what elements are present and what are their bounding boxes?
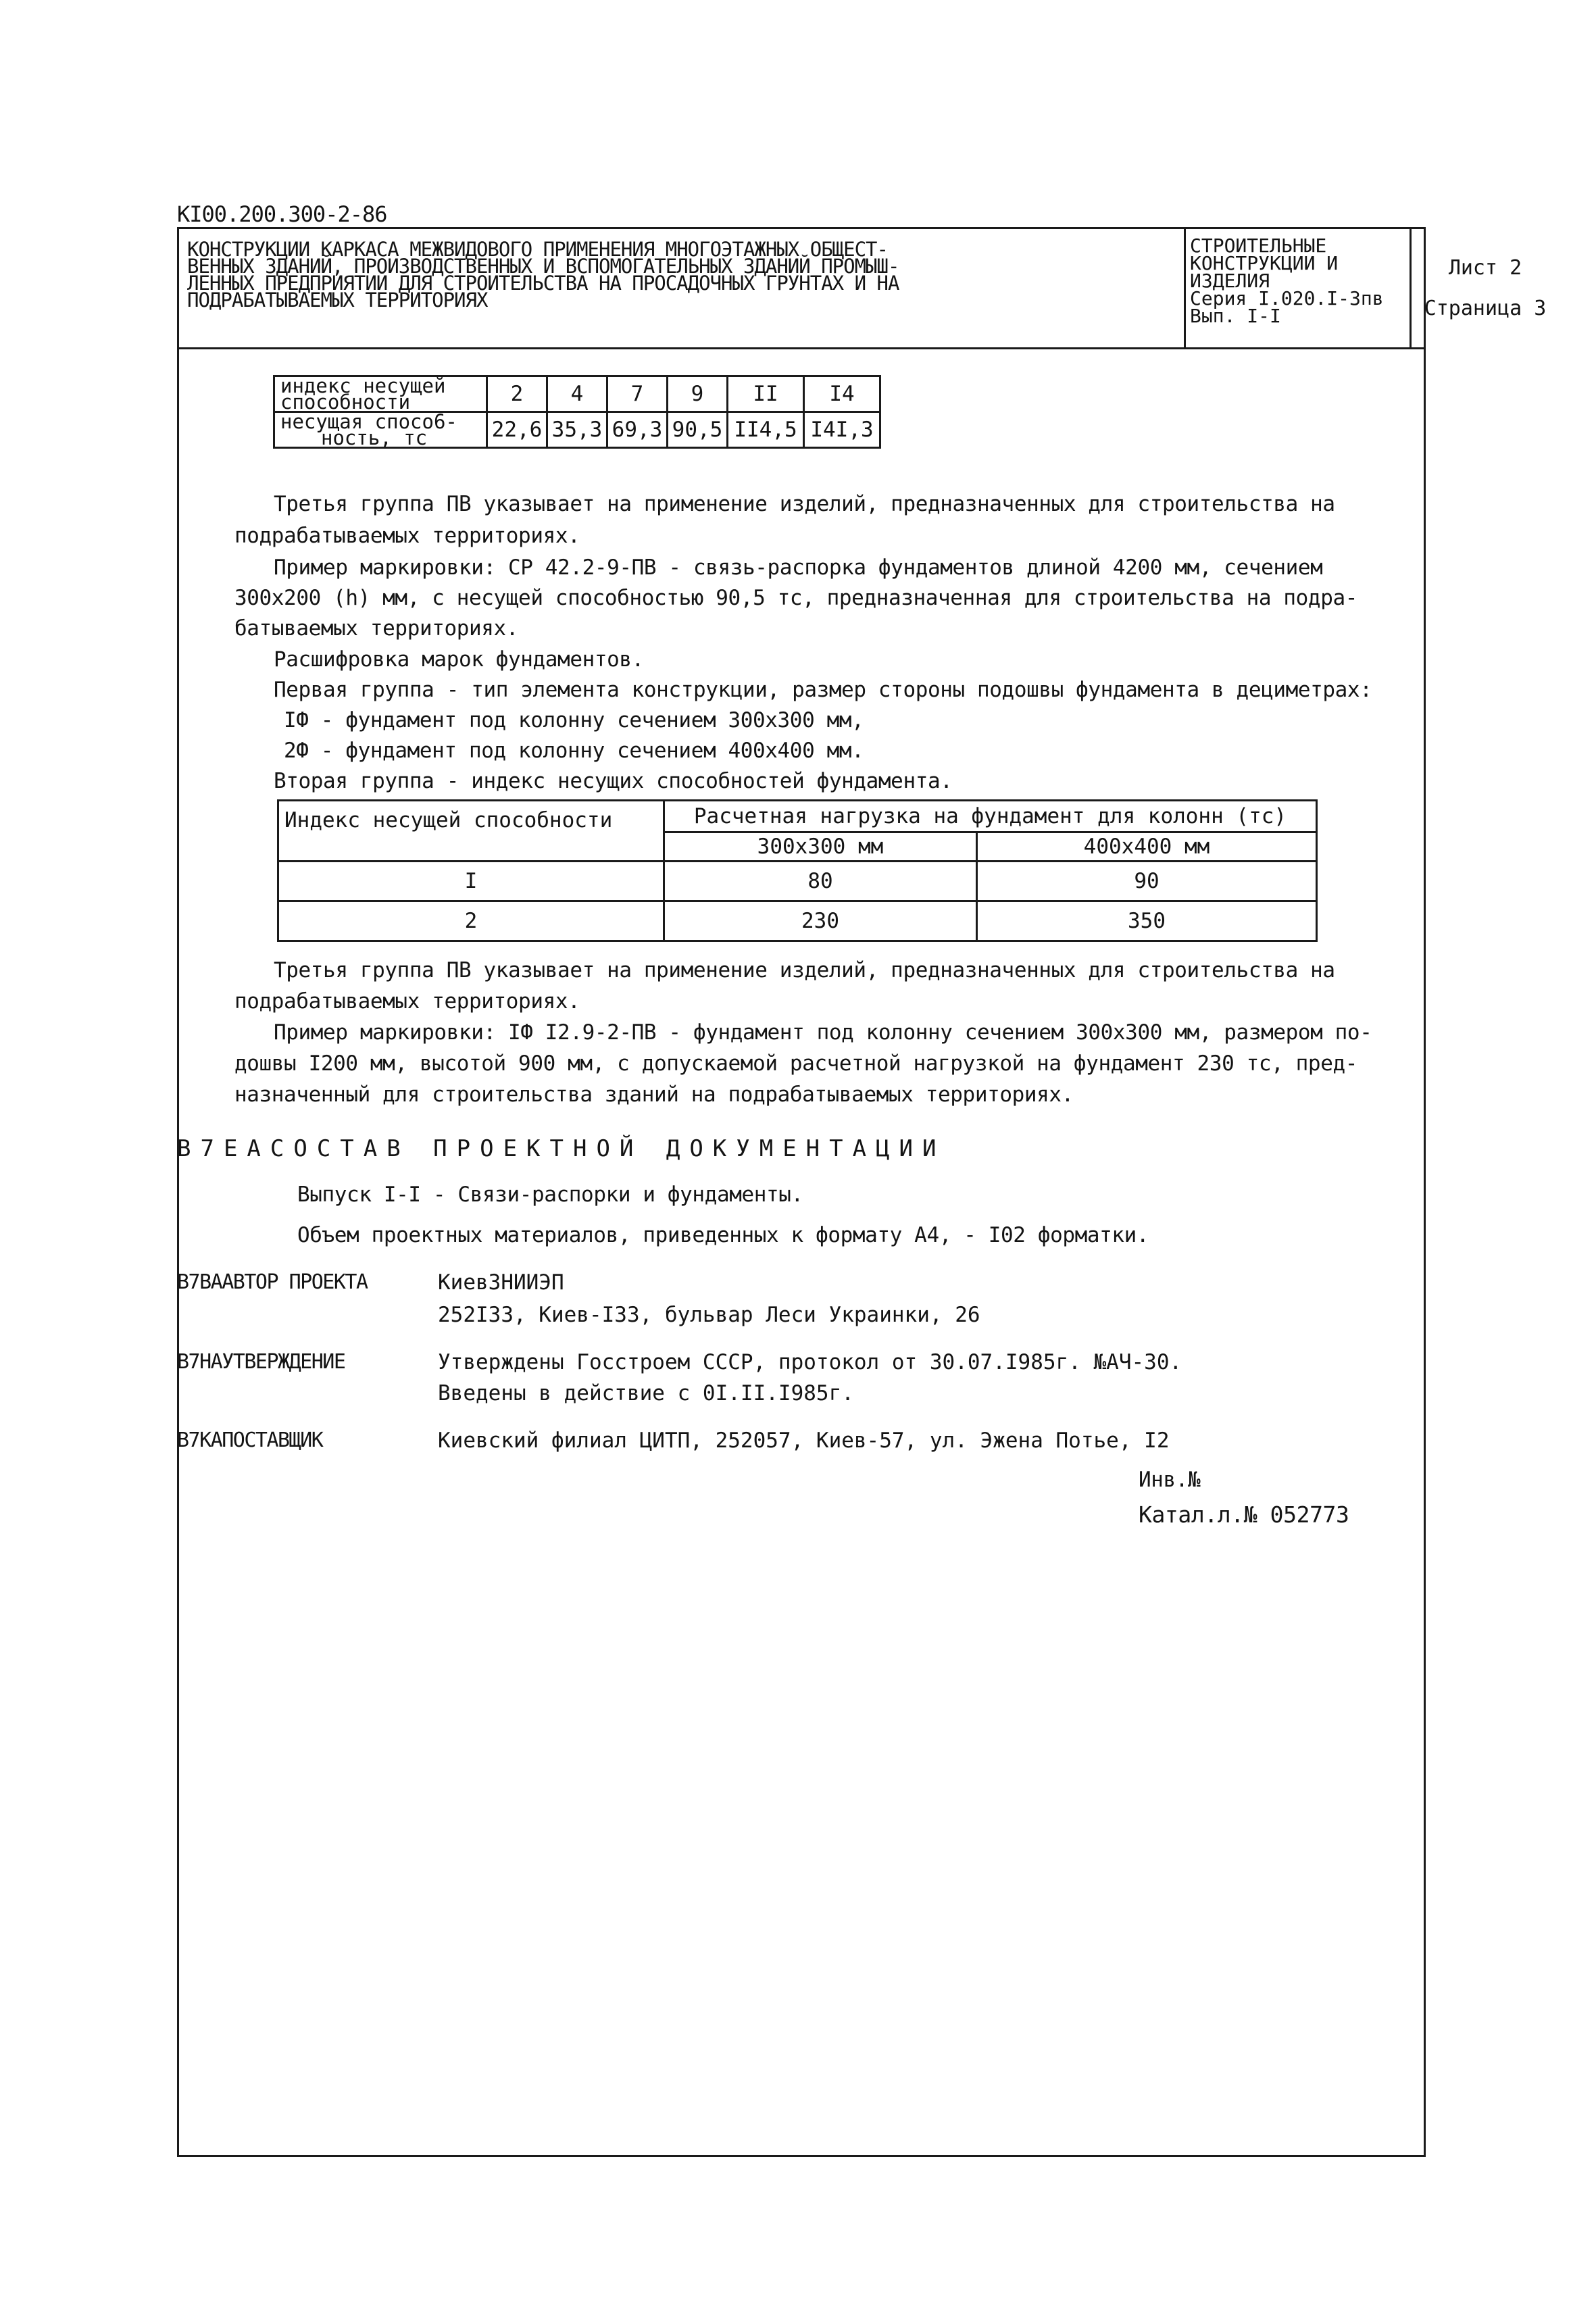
table-cell: 90,5 <box>668 412 728 448</box>
paragraph-line: Пример маркировки: IФ I2.9-2-ПВ - фундамент под колонну сечением 300х300 мм, размером по- <box>274 1020 1372 1045</box>
table-cell: 2 <box>278 901 664 941</box>
table-cell: 80 <box>664 862 977 901</box>
document-code: КI00.200.300-2-86 <box>177 201 387 227</box>
load-table <box>277 799 1318 942</box>
sheet-info <box>1412 229 1559 347</box>
series-title <box>187 238 1174 312</box>
paragraph-line: Пример маркировки: СР 42.2-9-ПВ - связь-распорка фундаментов длиной 4200 мм, сечением <box>274 555 1323 580</box>
table-cell: II <box>728 376 804 412</box>
table-cell: I4I,3 <box>804 412 880 448</box>
paragraph-line: назначенный для строительства зданий на подрабатываемых территориях. <box>234 1082 1074 1107</box>
capacity-table <box>273 375 881 449</box>
table-header-cell: Индекс несущей способности <box>278 801 664 862</box>
paragraph-line: Первая группа - тип элемента конструкции, размер стороны подошвы фундамента в дециметрах: <box>274 678 1372 702</box>
table-cell: I4 <box>804 376 880 412</box>
table-cell: 90 <box>977 862 1317 901</box>
paragraph-line: Расшифровка марок фундаментов. <box>274 647 644 672</box>
paragraph-line: IФ - фундамент под колонну сечением 300х300 мм, <box>284 708 864 732</box>
supplier-label: В7КАПОСТАВЩИК <box>177 1428 323 1452</box>
table-header-cell: индекс несущей способности <box>274 376 487 412</box>
paragraph-line: Третья группа ПВ указывает на применение изделий, предназначенных для строительства на <box>274 492 1335 516</box>
table-row <box>278 801 1317 832</box>
page-number: Страница 3 <box>1424 297 1547 320</box>
supplier-line: Киевский филиал ЦИТП, 252057, Киев-57, ул. Эжена Потье, I2 <box>438 1428 1170 1453</box>
approval-line: Утверждены Госстроем СССР, протокол от 30.07.I985г. №АЧ-30. <box>438 1350 1182 1374</box>
paragraph-line: батываемых территориях. <box>234 616 519 641</box>
series-line: КОНСТРУКЦИИ И <box>1190 252 1339 274</box>
table-cell: 9 <box>668 376 728 412</box>
paragraph-line: Вторая группа - индекс несущих способностей фундамента. <box>274 769 953 793</box>
table-row <box>278 862 1317 901</box>
label-line: ность, тс <box>321 426 428 449</box>
table-cell: II4,5 <box>728 412 804 448</box>
approval-line: Введены в действие с 0I.II.I985г. <box>438 1381 854 1405</box>
inventory-label: Инв.№ <box>1139 1468 1201 1492</box>
table-cell: 22,6 <box>487 412 547 448</box>
table-header-cell <box>274 412 487 448</box>
table-header-cell: Расчетная нагрузка на фундамент для колонн (тс) <box>664 801 1317 832</box>
paragraph-line: дошвы I200 мм, высотой 900 мм, с допускаемой расчетной нагрузкой на фундамент 230 тс, пред- <box>234 1051 1357 1076</box>
series-line: ИЗДЕЛИЯ <box>1190 270 1270 292</box>
table-cell: 230 <box>664 901 977 941</box>
paragraph-line: 300х200 (h) мм, с несущей способностью 90,5 тс, предназначенная для строительства на подра- <box>234 586 1357 610</box>
title-line: ПОДРАБАТЫВАЕМЫХ ТЕРРИТОРИЯХ <box>187 289 488 312</box>
table-cell: 4 <box>547 376 607 412</box>
title-line: КОНСТРУКЦИИ КАРКАСА МЕЖВИДОВОГО ПРИМЕНЕНИЯ МНОГОЭТАЖНЫХ ОБЩЕСТ- <box>187 238 888 261</box>
catalog-number: Катал.л.№ 052773 <box>1139 1501 1349 1528</box>
table-header-cell: 300х300 мм <box>664 832 977 862</box>
table-cell: 2 <box>487 376 547 412</box>
paragraph-line: подрабатываемых территориях. <box>234 524 580 548</box>
table-header-cell: 400х400 мм <box>977 832 1317 862</box>
approval-label: В7НАУТВЕРЖДЕНИЕ <box>177 1350 345 1374</box>
table-row <box>274 376 880 412</box>
sheet-number: Лист 2 <box>1448 256 1522 280</box>
table-cell: 350 <box>977 901 1317 941</box>
table-cell: 7 <box>607 376 668 412</box>
series-line: СТРОИТЕЛЬНЫЕ <box>1190 234 1327 257</box>
title-line: ЛЕННЫХ ПРЕДПРИЯТИЙ ДЛЯ СТРОИТЕЛЬСТВА НА ПРОСАДОЧНЫХ ГРУНТАХ И НА <box>187 272 899 295</box>
table-row <box>278 901 1317 941</box>
series-info <box>1184 229 1412 347</box>
table-cell: 35,3 <box>547 412 607 448</box>
series-line: Серия I.020.I-3пв <box>1190 287 1384 309</box>
author-label: В7ВААВТОР ПРОЕКТА <box>177 1270 368 1294</box>
title-block <box>179 229 1547 349</box>
series-line: Вып. I-I <box>1190 305 1281 327</box>
composition-line: Объем проектных материалов, приведенных к формату А4, - I02 форматки. <box>297 1223 1149 1247</box>
label-line: несущая спосо6- <box>280 410 457 433</box>
author-line: 252I33, Киев-I33, бульвар Леси Украинки, 26 <box>438 1303 980 1327</box>
table-cell: 69,3 <box>607 412 668 448</box>
table-row <box>274 412 880 448</box>
table-cell: I <box>278 862 664 901</box>
paragraph-line: подрабатываемых территориях. <box>234 989 580 1014</box>
title-line: ВЕННЫХ ЗДАНИЙ, ПРОИЗВОДСТВЕННЫХ И ВСПОМОГАТЕЛЬНЫХ ЗДАНИЙ ПРОМЫШ- <box>187 255 899 278</box>
paragraph-line: 2Ф - фундамент под колонну сечением 400х400 мм. <box>284 739 864 763</box>
composition-line: Выпуск I-I - Связи-распорки и фундаменты. <box>297 1183 803 1207</box>
author-line: КиевЗНИИЭП <box>438 1270 564 1295</box>
paragraph-line: Третья группа ПВ указывает на применение изделий, предназначенных для строительства на <box>274 958 1335 982</box>
section-heading: В7ЕАСОСТАВ ПРОЕКТНОЙ ДОКУМЕНТАЦИИ <box>177 1135 946 1162</box>
